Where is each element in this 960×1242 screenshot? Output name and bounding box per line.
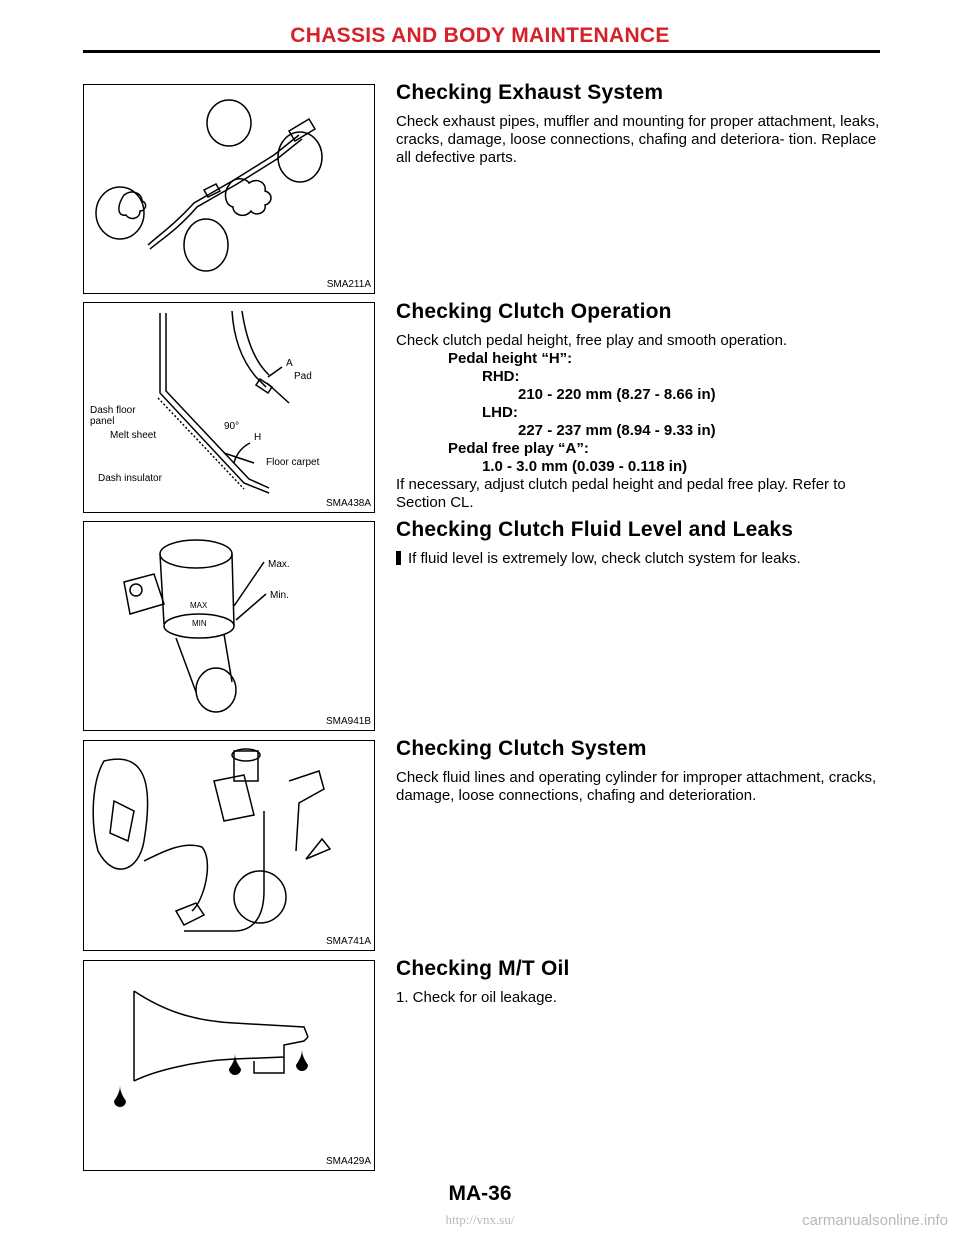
clutch-pedal-diagram-icon — [84, 303, 374, 512]
page-header-title: CHASSIS AND BODY MAINTENANCE — [290, 24, 670, 47]
figure-clutch-reservoir — [83, 521, 375, 731]
spec-lhd-label: LHD: — [482, 404, 518, 421]
section-body: Check exhaust pipes, muffler and mounting for proper attachment, leaks, cracks, damage, loose connections, chafing and deteriora- tion. Replace all defective parts. — [396, 113, 880, 166]
figure-mt-oil — [83, 960, 375, 1171]
watermark: carmanualsonline.info — [802, 1212, 948, 1229]
clutch-reservoir-icon — [84, 522, 374, 730]
figure-exhaust — [83, 84, 375, 294]
figure-code: SMA211A — [326, 279, 371, 290]
spec-rhd-value: 210 - 220 mm (8.27 - 8.66 in) — [518, 386, 716, 403]
header-rule — [83, 50, 880, 53]
section-exhaust — [396, 81, 882, 167]
label-melt-sheet: Melt sheet — [110, 430, 157, 441]
spec-rhd-label: RHD: — [482, 368, 520, 385]
label-dash-insulator: Dash insulator — [98, 473, 162, 484]
page-number: MA-36 — [448, 1182, 512, 1205]
label-min: Min. — [270, 590, 289, 601]
figure-code: SMA438A — [325, 498, 371, 509]
clutch-system-icon — [84, 741, 374, 950]
section-title: Checking M/T Oil — [396, 957, 570, 980]
label-min-mark: MIN — [192, 619, 207, 628]
label-max: Max. — [268, 559, 290, 570]
bullet-text: If fluid level is extremely low, check clutch system for leaks. — [408, 550, 801, 567]
bullet-item — [396, 550, 882, 568]
figure-clutch-system — [83, 740, 375, 951]
figure-clutch-pedal — [83, 302, 375, 513]
section-mt-oil — [396, 957, 882, 1007]
spec-lhd-value: 227 - 237 mm (8.94 - 9.33 in) — [518, 422, 716, 439]
label-90-deg: 90° — [224, 421, 240, 432]
label-h: H — [254, 432, 262, 443]
bullet-icon — [396, 551, 401, 565]
section-title: Checking Clutch System — [396, 737, 647, 760]
section-body: Check fluid lines and operating cylinder for improper attachment, cracks, damage, loose connections, chafing and deterioration. — [396, 769, 877, 804]
section-step-1: 1. Check for oil leakage. — [396, 989, 557, 1006]
label-a: A — [286, 358, 293, 369]
exhaust-system-icon — [84, 85, 374, 293]
section-clutch-system — [396, 737, 882, 805]
label-dash-floor: Dash floor — [90, 405, 136, 416]
mt-oil-leak-icon — [84, 961, 374, 1170]
spec-free-play-value: 1.0 - 3.0 mm (0.039 - 0.118 in) — [482, 458, 688, 475]
section-title: Checking Clutch Fluid Level and Leaks — [396, 518, 794, 541]
label-pad: Pad — [294, 371, 312, 382]
section-clutch-fluid — [396, 518, 882, 568]
spec-pedal-height-label: Pedal height “H”: — [448, 350, 573, 367]
label-floor-carpet: Floor carpet — [266, 457, 320, 468]
section-clutch-operation — [396, 300, 882, 512]
label-panel: panel — [90, 416, 115, 427]
section-title: Checking Exhaust System — [396, 81, 664, 104]
spec-free-play-label: Pedal free play “A”: — [448, 440, 589, 457]
label-max-mark: MAX — [190, 601, 208, 610]
figure-code: SMA941B — [325, 716, 371, 727]
figure-code: SMA429A — [325, 1156, 371, 1167]
figure-code: SMA741A — [325, 936, 371, 947]
footer-url: http://vnx.su/ — [445, 1212, 515, 1227]
section-outro: If necessary, adjust clutch pedal height and pedal free play. Refer to Section CL. — [396, 476, 846, 511]
section-title: Checking Clutch Operation — [396, 300, 672, 323]
section-intro: Check clutch pedal height, free play and smooth operation. — [396, 332, 788, 349]
